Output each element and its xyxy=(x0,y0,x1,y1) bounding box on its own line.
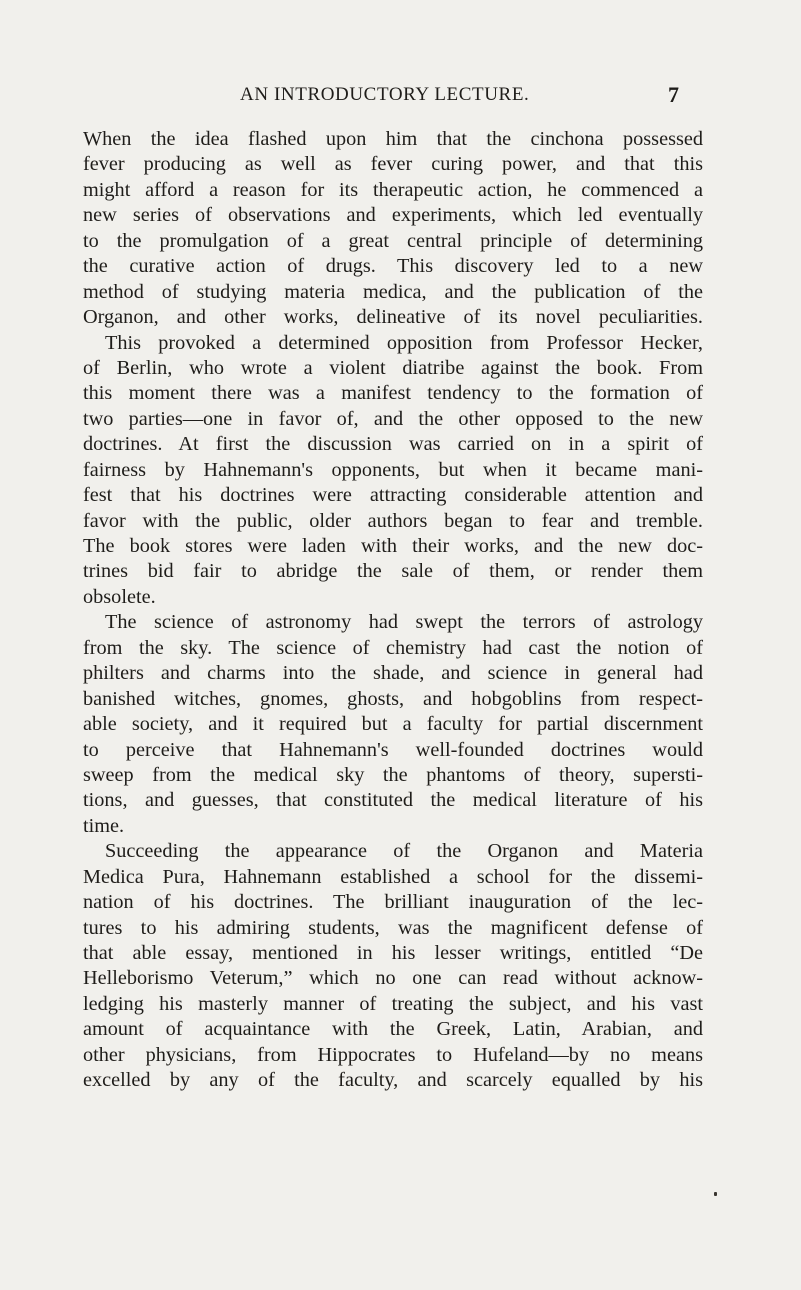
scan-speck xyxy=(714,1192,717,1196)
text-line: tions, and guesses, that constituted the medical literature of his xyxy=(83,789,703,812)
text-line: philters and charms into the shade, and science in general had xyxy=(83,662,703,685)
text-line: time. xyxy=(83,814,125,837)
text-line: obsolete. xyxy=(83,585,156,608)
text-line: to the promulgation of a great central principle of determining xyxy=(83,229,703,252)
text-line: that able essay, mentioned in his lesser writings, entitled “De xyxy=(83,942,703,964)
body-text xyxy=(83,127,703,1094)
text-line: of Berlin, who wrote a violent diatribe against the book. From xyxy=(83,356,703,379)
text-line: Organon, and other works, delineative of its novel peculiarities. xyxy=(83,306,703,329)
text-line: the curative action of drugs. This discovery led to a new xyxy=(83,255,703,278)
text-line: Helleborismo Veterum,” which no one can read without acknow- xyxy=(83,967,703,990)
text-line: nation of his doctrines. The brilliant inauguration of the lec- xyxy=(83,891,703,914)
text-line: trines bid fair to abridge the sale of them, or render them xyxy=(83,560,703,583)
text-line: favor with the public, older authors began to fear and tremble. xyxy=(83,509,703,532)
running-head xyxy=(0,84,801,114)
text-line: tures to his admiring students, was the magnificent defense of xyxy=(83,916,703,939)
text-line: other physicians, from Hippocrates to Hufeland—by no means xyxy=(83,1043,703,1066)
text-line: fest that his doctrines were attracting considerable attention and xyxy=(83,484,703,507)
text-line: fever producing as well as fever curing power, and that this xyxy=(83,153,703,176)
text-line: to perceive that Hahnemann's well-founded doctrines would xyxy=(83,738,703,761)
text-line: ledging his masterly manner of treating the subject, and his vast xyxy=(83,992,703,1015)
text-line: When the idea flashed upon him that the cinchona possessed xyxy=(83,128,703,150)
text-line: fairness by Hahnemann's opponents, but when it became mani- xyxy=(83,458,703,481)
text-line: amount of acquaintance with the Greek, Latin, Arabian, and xyxy=(83,1018,703,1041)
text-line: Medica Pura, Hahnemann established a school for the dissemi- xyxy=(83,865,703,888)
text-line: from the sky. The science of chemistry had cast the notion of xyxy=(83,636,703,659)
text-line: This provoked a determined opposition from Professor Hecker, xyxy=(105,331,703,354)
text-line: doctrines. At first the discussion was carried on in a spirit of xyxy=(83,433,703,456)
text-line: able society, and it required but a faculty for partial discernment xyxy=(83,713,703,736)
text-line: might afford a reason for its therapeutic action, he commenced a xyxy=(83,178,703,201)
text-line: banished witches, gnomes, ghosts, and hobgoblins from respect- xyxy=(83,687,703,710)
text-line: new series of observations and experiments, which led eventually xyxy=(83,204,703,227)
text-line: excelled by any of the faculty, and scarcely equalled by his xyxy=(83,1069,703,1092)
text-line: The science of astronomy had swept the terrors of astrology xyxy=(105,611,703,634)
text-line: Succeeding the appearance of the Organon and Materia xyxy=(105,840,703,863)
text-line: two parties—one in favor of, and the other opposed to the new xyxy=(83,407,703,430)
text-line: The book stores were laden with their works, and the new doc- xyxy=(83,535,703,557)
text-line: this moment there was a manifest tendency to the formation of xyxy=(83,382,703,405)
text-line: method of studying materia medica, and the publication of the xyxy=(83,280,703,303)
text-line: sweep from the medical sky the phantoms of theory, supersti- xyxy=(83,763,703,786)
page-number: 7 xyxy=(668,82,679,107)
running-title: AN INTRODUCTORY LECTURE. xyxy=(240,84,530,105)
